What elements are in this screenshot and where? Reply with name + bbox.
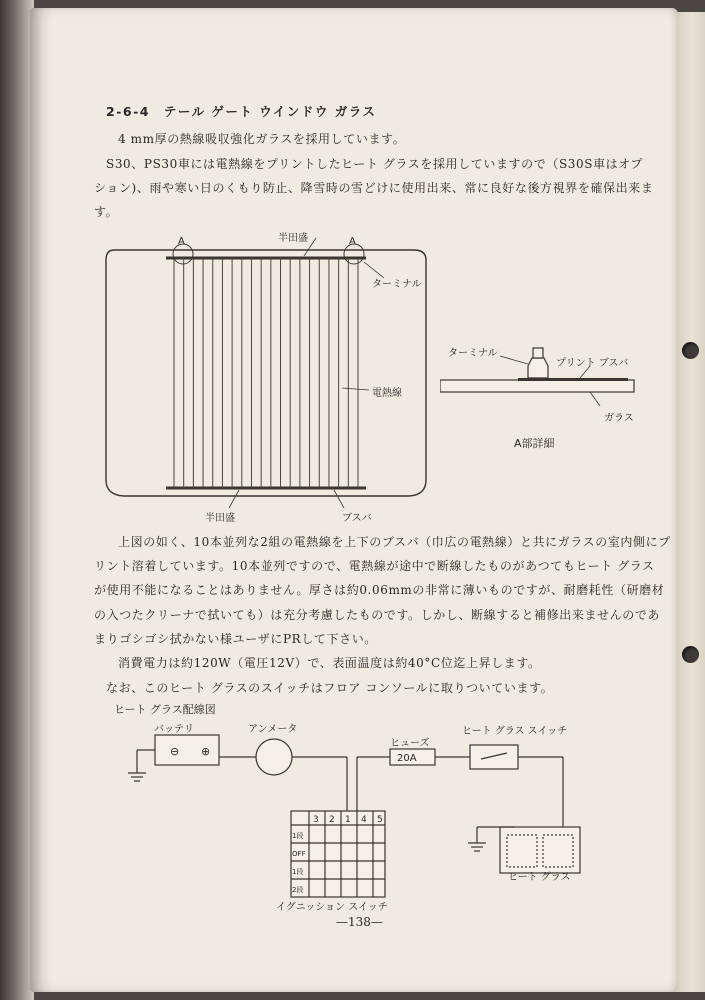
ignition-terminal-label: 5 bbox=[377, 815, 383, 825]
intro-line-2: S30、PS30車には電熱線をプリントしたヒート グラスを採用していますので（S30S車はオプ bbox=[106, 157, 644, 171]
book-spine-shadow bbox=[0, 0, 34, 1000]
ignition-terminal-label: 1 bbox=[345, 815, 351, 825]
handa-bottom-leader bbox=[229, 490, 239, 508]
glass-section bbox=[440, 380, 634, 392]
busbar-leader bbox=[334, 490, 344, 508]
heater-wires bbox=[174, 258, 358, 488]
section-title: テール ゲート ウインドウ ガラス bbox=[163, 104, 377, 119]
section-number: 2-6-4 bbox=[106, 104, 150, 119]
terminal-circle-left bbox=[173, 244, 193, 264]
ignition-position-label: 1段 bbox=[292, 832, 304, 840]
heat-switch-box bbox=[470, 745, 518, 769]
punch-hole-upper bbox=[682, 342, 699, 359]
body-line-4: の入つたクリーナで拭いても）は充分考慮したものです。しかし、断線すると補修出来ませんのであ bbox=[94, 608, 661, 622]
wire-leader bbox=[342, 388, 369, 390]
ignition-position-label: 2段 bbox=[292, 886, 304, 894]
ignition-position-label: 1段 bbox=[292, 868, 304, 876]
terminal-part bbox=[528, 358, 548, 378]
battery-minus-sign: ⊖ bbox=[170, 745, 180, 758]
ignition-terminal-label: 4 bbox=[361, 815, 367, 825]
ignition-terminal-label: 2 bbox=[329, 815, 335, 825]
label-terminal: ターミナル bbox=[372, 279, 422, 290]
section-heading bbox=[106, 103, 376, 121]
intro-line-1: 4 mm厚の熱線吸収強化ガラスを採用しています。 bbox=[118, 132, 406, 146]
body-line-3: が使用不能になることはありません。厚さは約0.06mmの非常に薄いものですが、耐磨耗性（研磨材 bbox=[94, 583, 665, 597]
detail-glass-leader bbox=[590, 392, 600, 406]
label-handa-bottom: 半田盛 bbox=[205, 513, 235, 524]
marker-a-left: A bbox=[178, 236, 185, 247]
ammeter-circle bbox=[256, 739, 292, 775]
rear-window-diagram bbox=[94, 220, 454, 525]
label-fuse: ヒューズ bbox=[390, 738, 430, 749]
label-handa-top: 半田盛 bbox=[278, 233, 308, 244]
body-line-1: 上図の如く、10本並列な2組の電熱線を上下のブスバ（巾広の電熱線）と共にガラスの室内側にプ bbox=[118, 535, 671, 549]
fuse-rating: 20A bbox=[397, 753, 417, 764]
body-line-2: リント溶着しています。10本並列ですので、電熱線が途中で断線したものがあつてもヒート グラス bbox=[94, 559, 655, 573]
terminal-circle-right bbox=[344, 244, 364, 264]
marker-a-right: A bbox=[349, 236, 356, 247]
battery-plus-sign: ⊕ bbox=[201, 745, 211, 758]
heat-glass-box bbox=[500, 827, 580, 873]
intro-line-4: す。 bbox=[94, 205, 119, 219]
intro-line-3: ション)、雨や寒い日のくもり防止、降雪時の雪どけに使用出来、常に良好な後方視界を確保出来ま bbox=[94, 181, 654, 195]
wiring-title: ヒート グラス配線図 bbox=[114, 703, 216, 716]
wiring-diagram bbox=[125, 715, 595, 915]
detail-terminal-leader bbox=[500, 356, 528, 364]
detail-label-glass: ガラス bbox=[604, 413, 634, 424]
terminal-tab bbox=[533, 348, 543, 358]
label-busbar: ブスバ bbox=[342, 513, 372, 524]
ignition-terminal-label: 3 bbox=[313, 815, 319, 825]
label-ammeter: アンメータ bbox=[248, 724, 298, 735]
label-ignition-switch: イグニッション スイッチ bbox=[276, 902, 388, 913]
punch-hole-lower bbox=[682, 646, 699, 663]
page-number: —138— bbox=[336, 915, 383, 929]
detail-label-terminal: ターミナル bbox=[448, 348, 498, 359]
label-heat-glass: ヒート グラス bbox=[508, 872, 571, 883]
detail-caption: A部詳細 bbox=[514, 437, 555, 450]
detail-label-print-busbar: プリント ブスバ bbox=[556, 358, 629, 369]
body-line-5: まりゴシゴシ拭かない様ユーザにPRして下さい。 bbox=[94, 632, 377, 646]
label-heater-wire: 電熱線 bbox=[372, 388, 402, 399]
body-line-7: なお、このヒート グラスのスイッチはフロア コンソールに取りついています。 bbox=[106, 681, 554, 695]
label-heat-switch: ヒート グラス スイッチ bbox=[462, 726, 568, 737]
label-battery: バッテリ bbox=[154, 724, 194, 735]
body-line-6: 消費電力は約120W（電圧12V）で、表面温度は約40°C位迄上昇します。 bbox=[118, 656, 541, 670]
ignition-position-label: OFF bbox=[292, 850, 306, 858]
